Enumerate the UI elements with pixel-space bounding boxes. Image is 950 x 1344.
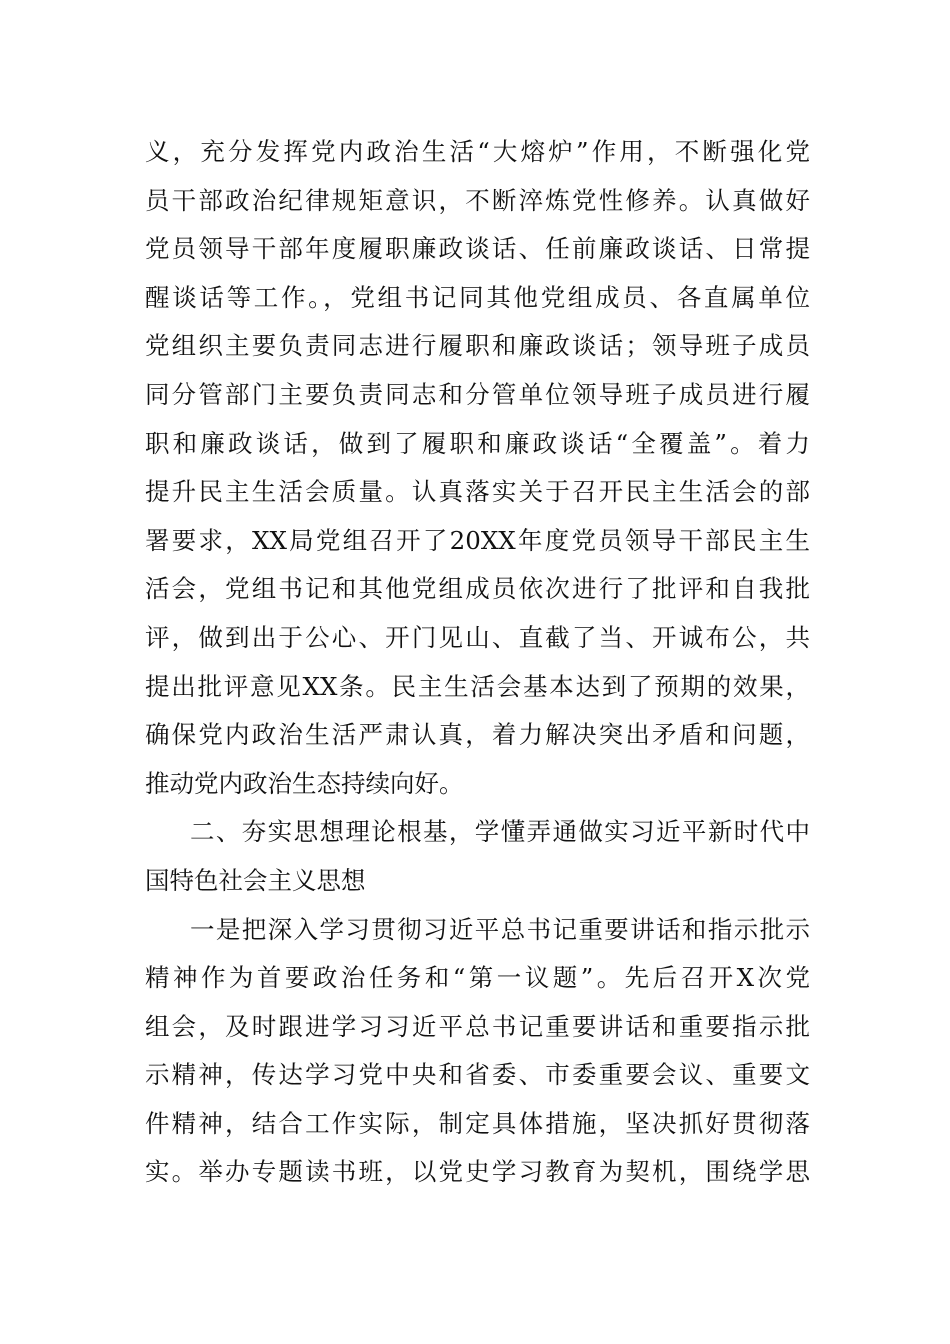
text-line: 精神作为首要政治任务和“第一议题”。先后召开X次党 <box>145 963 810 993</box>
text-line: 提出批评意见XX条。民主生活会基本达到了预期的效果， <box>145 671 810 701</box>
text-line: 组会，及时跟进学习习近平总书记重要讲话和重要指示批 <box>145 1011 810 1041</box>
section-heading-line: 二、夯实思想理论根基，学懂弄通做实习近平新时代中 <box>190 817 810 847</box>
body-text <box>145 128 810 1197</box>
text-line: 职和廉政谈话，做到了履职和廉政谈话“全覆盖”。着力 <box>145 428 810 458</box>
text-line: 署要求，XX局党组召开了20XX年度党员领导干部民主生 <box>145 525 810 555</box>
text-line: 醒谈话等工作。，党组书记同其他党组成员、各直属单位 <box>145 282 810 312</box>
text-line: 同分管部门主要负责同志和分管单位领导班子成员进行履 <box>145 379 810 409</box>
text-line: 评，做到出于公心、开门见山、直截了当、开诚布公，共 <box>145 622 810 652</box>
text-line: 示精神，传达学习党中央和省委、市委重要会议、重要文 <box>145 1060 810 1090</box>
text-line: 义，充分发挥党内政治生活“大熔炉”作用，不断强化党 <box>145 137 810 166</box>
text-line: 活会，党组书记和其他党组成员依次进行了批评和自我批 <box>145 574 810 604</box>
text-line: 党组织主要负责同志进行履职和廉政谈话；领导班子成员 <box>145 331 810 361</box>
text-line: 推动党内政治生态持续向好。 <box>145 768 464 798</box>
text-line: 实。举办专题读书班，以党史学习教育为契机，围绕学思 <box>145 1157 810 1187</box>
section-heading-line: 国特色社会主义思想 <box>145 865 366 895</box>
text-line: 党员领导干部年度履职廉政谈话、任前廉政谈话、日常提 <box>145 234 810 264</box>
text-line: 确保党内政治生活严肃认真，着力解决突出矛盾和问题， <box>145 720 810 750</box>
text-line: 一是把深入学习贯彻习近平总书记重要讲话和指示批示 <box>190 914 810 944</box>
text-line: 员干部政治纪律规矩意识，不断淬炼党性修养。认真做好 <box>145 185 810 215</box>
text-line: 件精神，结合工作实际，制定具体措施，坚决抓好贯彻落 <box>145 1108 810 1138</box>
text-line: 提升民主生活会质量。认真落实关于召开民主生活会的部 <box>145 477 810 507</box>
